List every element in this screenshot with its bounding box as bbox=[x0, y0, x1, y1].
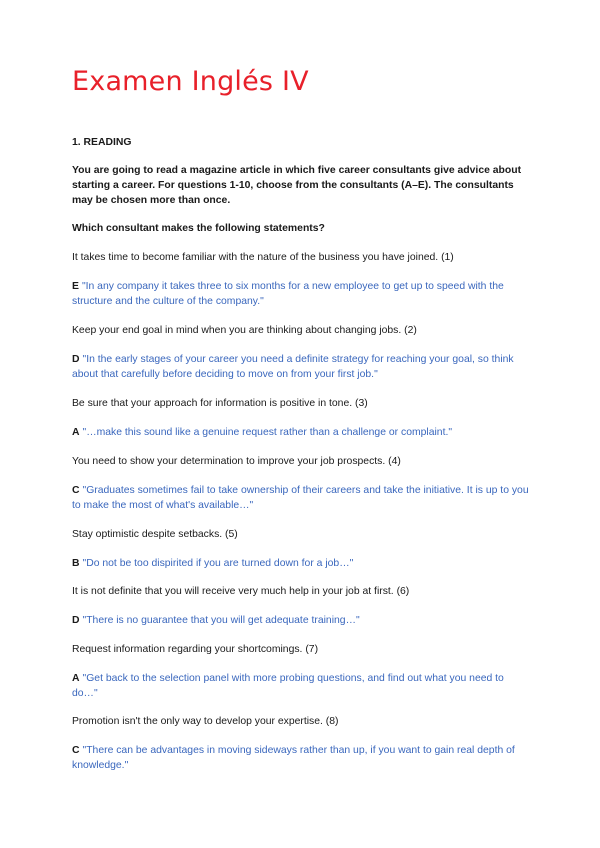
question-2: Keep your end goal in mind when you are thinking about changing jobs. (2) bbox=[72, 325, 417, 336]
answer-quote: "Do not be too dispirited if you are turned down for a job…" bbox=[82, 558, 354, 569]
answer-4 bbox=[72, 483, 532, 513]
question-4: You need to show your determination to improve your job prospects. (4) bbox=[72, 456, 401, 467]
answer-letter: E bbox=[72, 281, 79, 292]
answer-6 bbox=[72, 613, 532, 628]
answer-letter: D bbox=[72, 354, 80, 365]
answer-letter: C bbox=[72, 745, 80, 756]
answer-letter: C bbox=[72, 485, 80, 496]
question-8: Promotion isn't the only way to develop your expertise. (8) bbox=[72, 716, 339, 727]
answer-3 bbox=[72, 425, 532, 440]
answer-1 bbox=[72, 279, 532, 309]
answer-quote: "In any company it takes three to six months for a new employee to get up to speed with the structure and the culture of the company." bbox=[72, 281, 504, 307]
answer-quote: "There can be advantages in moving sideways rather than up, if you want to gain real depth of knowledge." bbox=[72, 745, 515, 771]
prompt: Which consultant makes the following statements? bbox=[72, 223, 325, 234]
answer-quote: "Get back to the selection panel with more probing questions, and find out what you need to do…" bbox=[72, 673, 504, 699]
answer-quote: "Graduates sometimes fail to take ownership of their careers and take the initiative. It is up to you to make the most of what's available…" bbox=[72, 485, 529, 511]
instructions: You are going to read a magazine article in which five career consultants give advice about starting a career. For questions 1-10, choose from the consultants (A–E). The consultants may be chosen more than once. bbox=[72, 165, 522, 206]
answer-quote: "There is no guarantee that you will get adequate training…" bbox=[82, 615, 360, 626]
answer-quote: "In the early stages of your career you need a definite strategy for reaching your goal, so think about that carefully before deciding to move on from your first job." bbox=[72, 354, 514, 380]
answer-2 bbox=[72, 352, 532, 382]
question-6: It is not definite that you will receive very much help in your job at first. (6) bbox=[72, 586, 410, 597]
answer-letter: B bbox=[72, 558, 80, 569]
answer-letter: A bbox=[72, 673, 80, 684]
question-7: Request information regarding your shortcomings. (7) bbox=[72, 644, 319, 655]
answer-7 bbox=[72, 671, 532, 701]
question-1: It takes time to become familiar with the nature of the business you have joined. (1) bbox=[72, 252, 454, 263]
page-title: Examen Inglés IV bbox=[72, 66, 309, 97]
question-5: Stay optimistic despite setbacks. (5) bbox=[72, 529, 238, 540]
answer-quote: "…make this sound like a genuine request rather than a challenge or complaint." bbox=[82, 427, 453, 438]
answer-8 bbox=[72, 743, 532, 773]
answer-letter: D bbox=[72, 615, 80, 626]
section-heading: 1. READING bbox=[72, 137, 132, 148]
question-3: Be sure that your approach for information is positive in tone. (3) bbox=[72, 398, 368, 409]
answer-5 bbox=[72, 556, 532, 571]
answer-letter: A bbox=[72, 427, 80, 438]
